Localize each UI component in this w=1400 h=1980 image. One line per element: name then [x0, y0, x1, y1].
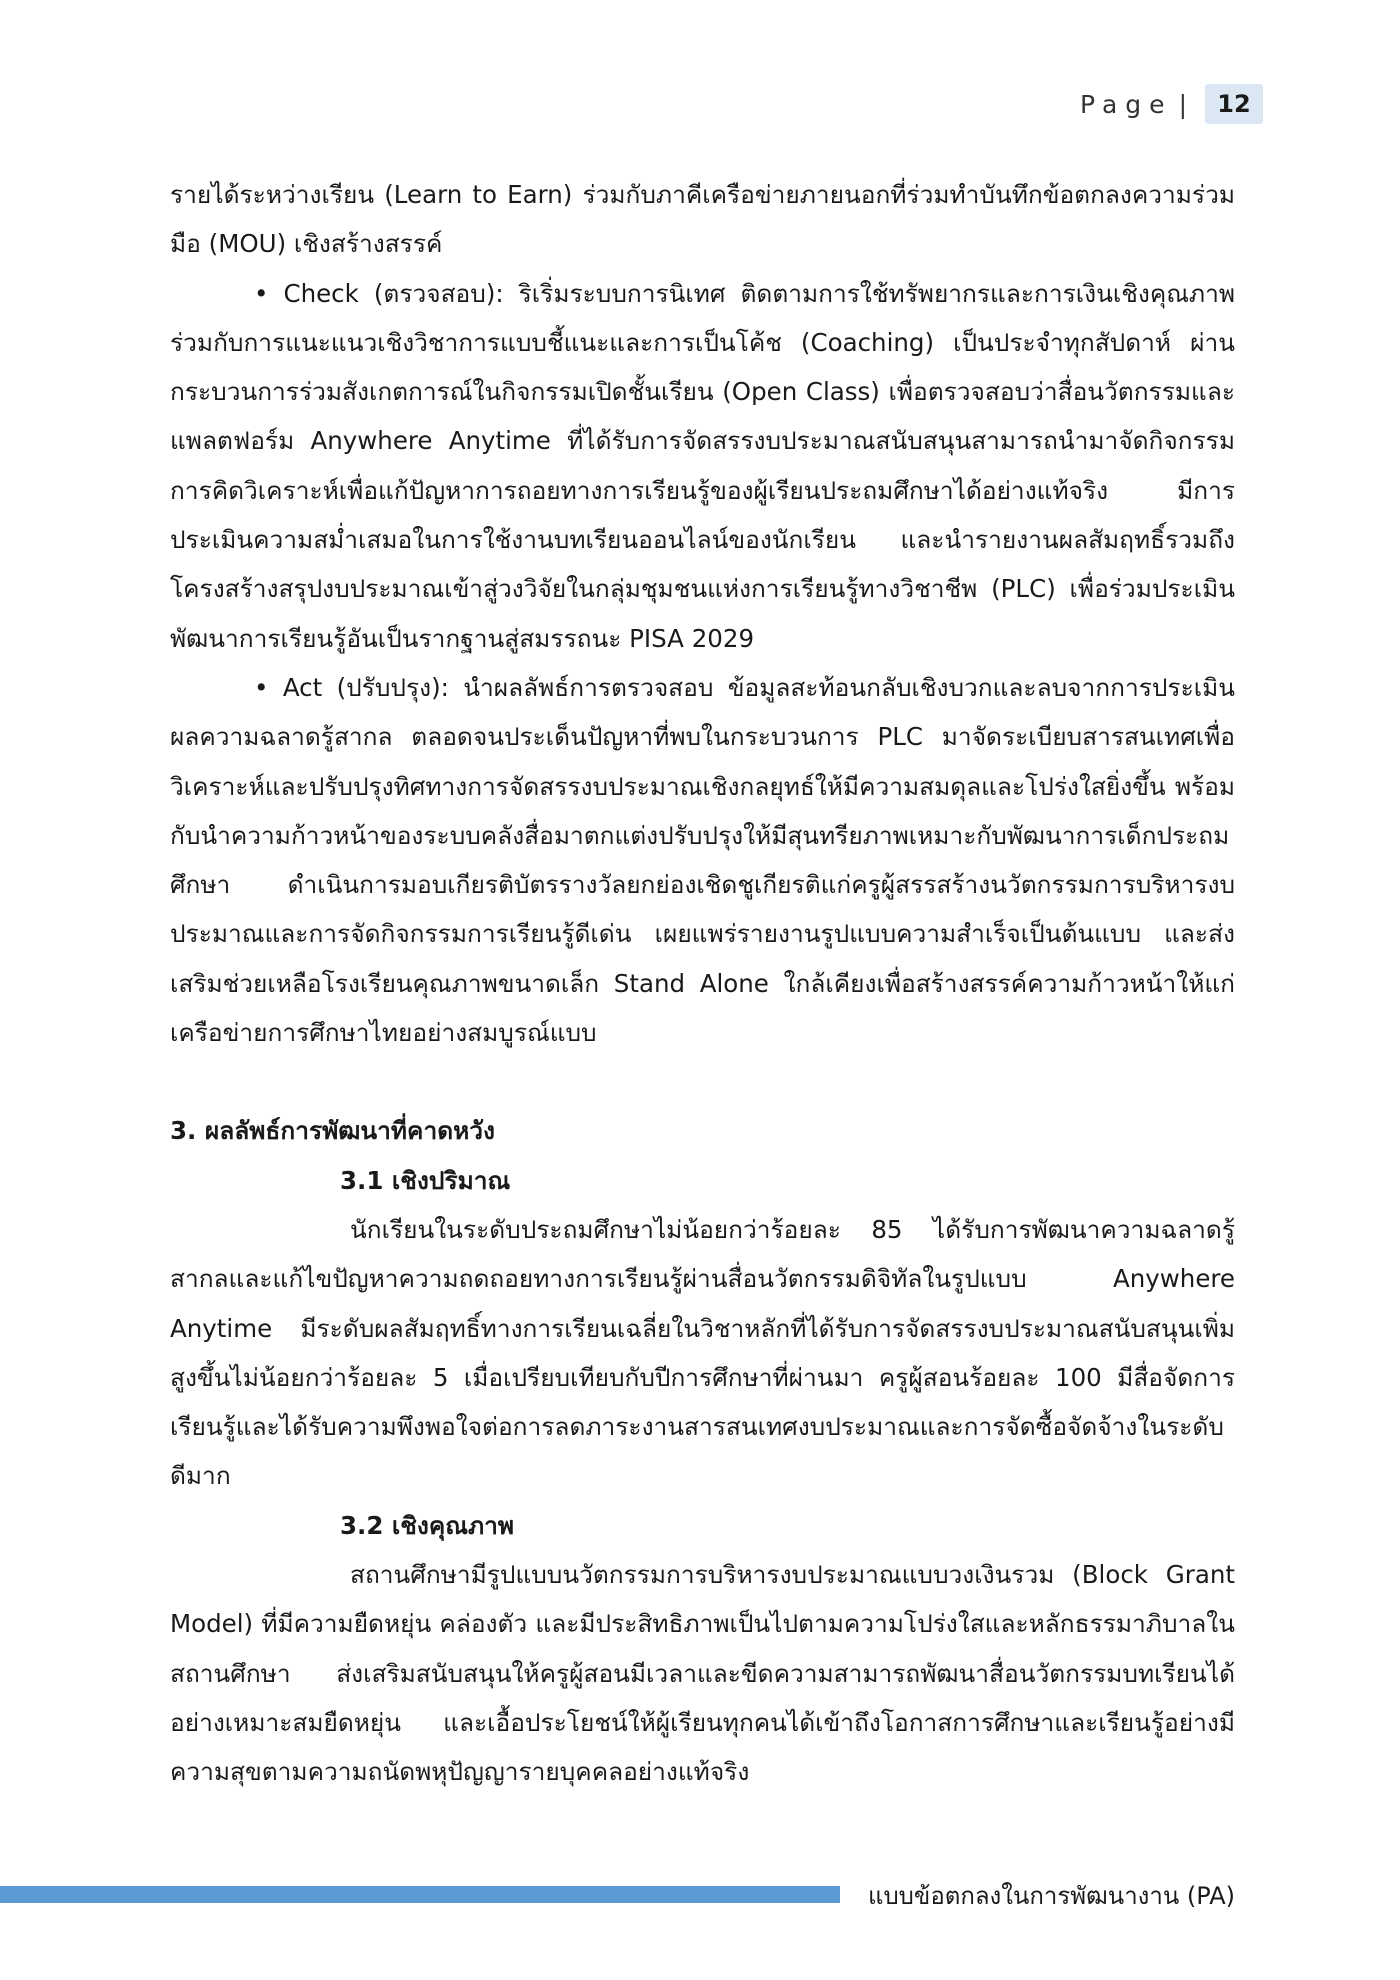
- page-separator: |: [1178, 89, 1187, 119]
- section-heading-expected-results: 3. ผลลัพธ์การพัฒนาที่คาดหวัง: [170, 1116, 495, 1146]
- footer-accent-bar: [0, 1886, 840, 1903]
- paragraph-quantitative: นักเรียนในระดับประถมศึกษาไม่น้อยกว่าร้อยละ 85 ได้รับการพัฒนาความฉลาดรู้สากลและแก้ไขปัญหาความถดถอยทางการเรียนรู้ผ่านสื่อนวัตกรรมดิจิทัลในรูปแบบ Anywhere Anytime มีระดับผลสัมฤทธิ์ทางการเรียนเฉลี่ยในวิชาหลักที่ได้รับการจัดสรรงบประมาณสนับสนุนเพิ่มสูงขึ้นไม่น้อยกว่าร้อยละ 5 เมื่อเปรียบเทียบกับปีการศึกษาที่ผ่านมา ครูผู้สอนร้อยละ 100 มีสื่อจัดการเรียนรู้และได้รับความพึงพอใจต่อการลดภาระงานสารสนเทศงบประมาณและการจัดซื้อจัดจ้างในระดับดีมาก: [170, 1214, 1235, 1491]
- document-body: [170, 170, 1235, 1797]
- paragraph-act: • Act (ปรับปรุง): นำผลลัพธ์การตรวจสอบ ข้อมูลสะท้อนกลับเชิงบวกและลบจากการประเมินผลความฉลาดรู้สากล ตลอดจนประเด็นปัญหาที่พบในกระบวนการ PLC มาจัดระเบียบสารสนเทศเพื่อวิเคราะห์และปรับปรุงทิศทางการจัดสรรงบประมาณเชิงกลยุทธ์ให้มีความสมดุลและโปร่งใสยิ่งขึ้น พร้อมกับนำความก้าวหน้าของระบบคลังสื่อมาตกแต่งปรับปรุงให้มีสุนทรียภาพเหมาะกับพัฒนาการเด็กประถมศึกษา ดำเนินการมอบเกียรติบัตรรางวัลยกย่องเชิดชูเกียรติแก่ครูผู้สรรสร้างนวัตกรรมการบริหารงบประมาณและการจัดกิจกรรมการเรียนรู้ดีเด่น เผยแพร่รายงานรูปแบบความสำเร็จเป็นต้นแบบ และส่งเสริมช่วยเหลือโรงเรียนคุณภาพขนาดเล็ก Stand Alone ใกล้เคียงเพื่อสร้างสรรค์ความก้าวหน้าให้แก่เครือข่ายการศึกษาไทยอย่างสมบูรณ์แบบ: [170, 672, 1235, 1048]
- page-label: Page: [1080, 89, 1173, 119]
- paragraph-continuation: รายได้ระหว่างเรียน (Learn to Earn) ร่วมกับภาคีเครือข่ายภายนอกที่ร่วมทำบันทึกข้อตกลงความร่วมมือ (MOU) เชิงสร้างสรรค์: [170, 180, 1235, 259]
- paragraph-check: • Check (ตรวจสอบ): ริเริ่มระบบการนิเทศ ติดตามการใช้ทรัพยากรและการเงินเชิงคุณภาพร่วมกับการแนะแนวเชิงวิชาการแบบชี้แนะและการเป็นโค้ช (Coaching) เป็นประจำทุกสัปดาห์ ผ่านกระบวนการร่วมสังเกตการณ์ในกิจกรรมเปิดชั้นเรียน (Open Class) เพื่อตรวจสอบว่าสื่อนวัตกรรมและแพลตฟอร์ม Anywhere Anytime ที่ได้รับการจัดสรรงบประมาณสนับสนุนสามารถนำมาจัดกิจกรรมการคิดวิเคราะห์เพื่อแก้ปัญหาการถอยทางการเรียนรู้ของผู้เรียนประถมศึกษาได้อย่างแท้จริง มีการประเมินความสม่ำเสมอในการใช้งานบทเรียนออนไลน์ของนักเรียน และนำรายงานผลสัมฤทธิ์รวมถึงโครงสร้างสรุปงบประมาณเข้าสู่วงวิจัยในกลุ่มชุมชนแห่งการเรียนรู้ทางวิชาชีพ (PLC) เพื่อร่วมประเมินพัฒนาการเรียนรู้อันเป็นรากฐานสู่สมรรถนะ PISA 2029: [170, 278, 1235, 653]
- page-number: 12: [1205, 84, 1263, 124]
- footer-title: แบบข้อตกลงในการพัฒนางาน (PA): [867, 1882, 1235, 1910]
- subheading-qualitative: 3.2 เชิงคุณภาพ: [340, 1510, 515, 1540]
- page-header: [1080, 84, 1263, 124]
- subheading-quantitative: 3.1 เชิงปริมาณ: [340, 1165, 511, 1195]
- paragraph-qualitative: สถานศึกษามีรูปแบบนวัตกรรมการบริหารงบประมาณแบบวงเงินรวม (Block Grant Model) ที่มีความยืดหยุ่น คล่องตัว และมีประสิทธิภาพเป็นไปตามความโปร่งใสและหลักธรรมาภิบาลในสถานศึกษา ส่งเสริมสนับสนุนให้ครูผู้สอนมีเวลาและขีดความสามารถพัฒนาสื่อนวัตกรรมบทเรียนได้อย่างเหมาะสมยืดหยุ่น และเอื้อประโยชน์ให้ผู้เรียนทุกคนได้เข้าถึงโอกาสการศึกษาและเรียนรู้อย่างมีความสุขตามความถนัดพหุปัญญารายบุคคลอย่างแท้จริง: [170, 1560, 1235, 1787]
